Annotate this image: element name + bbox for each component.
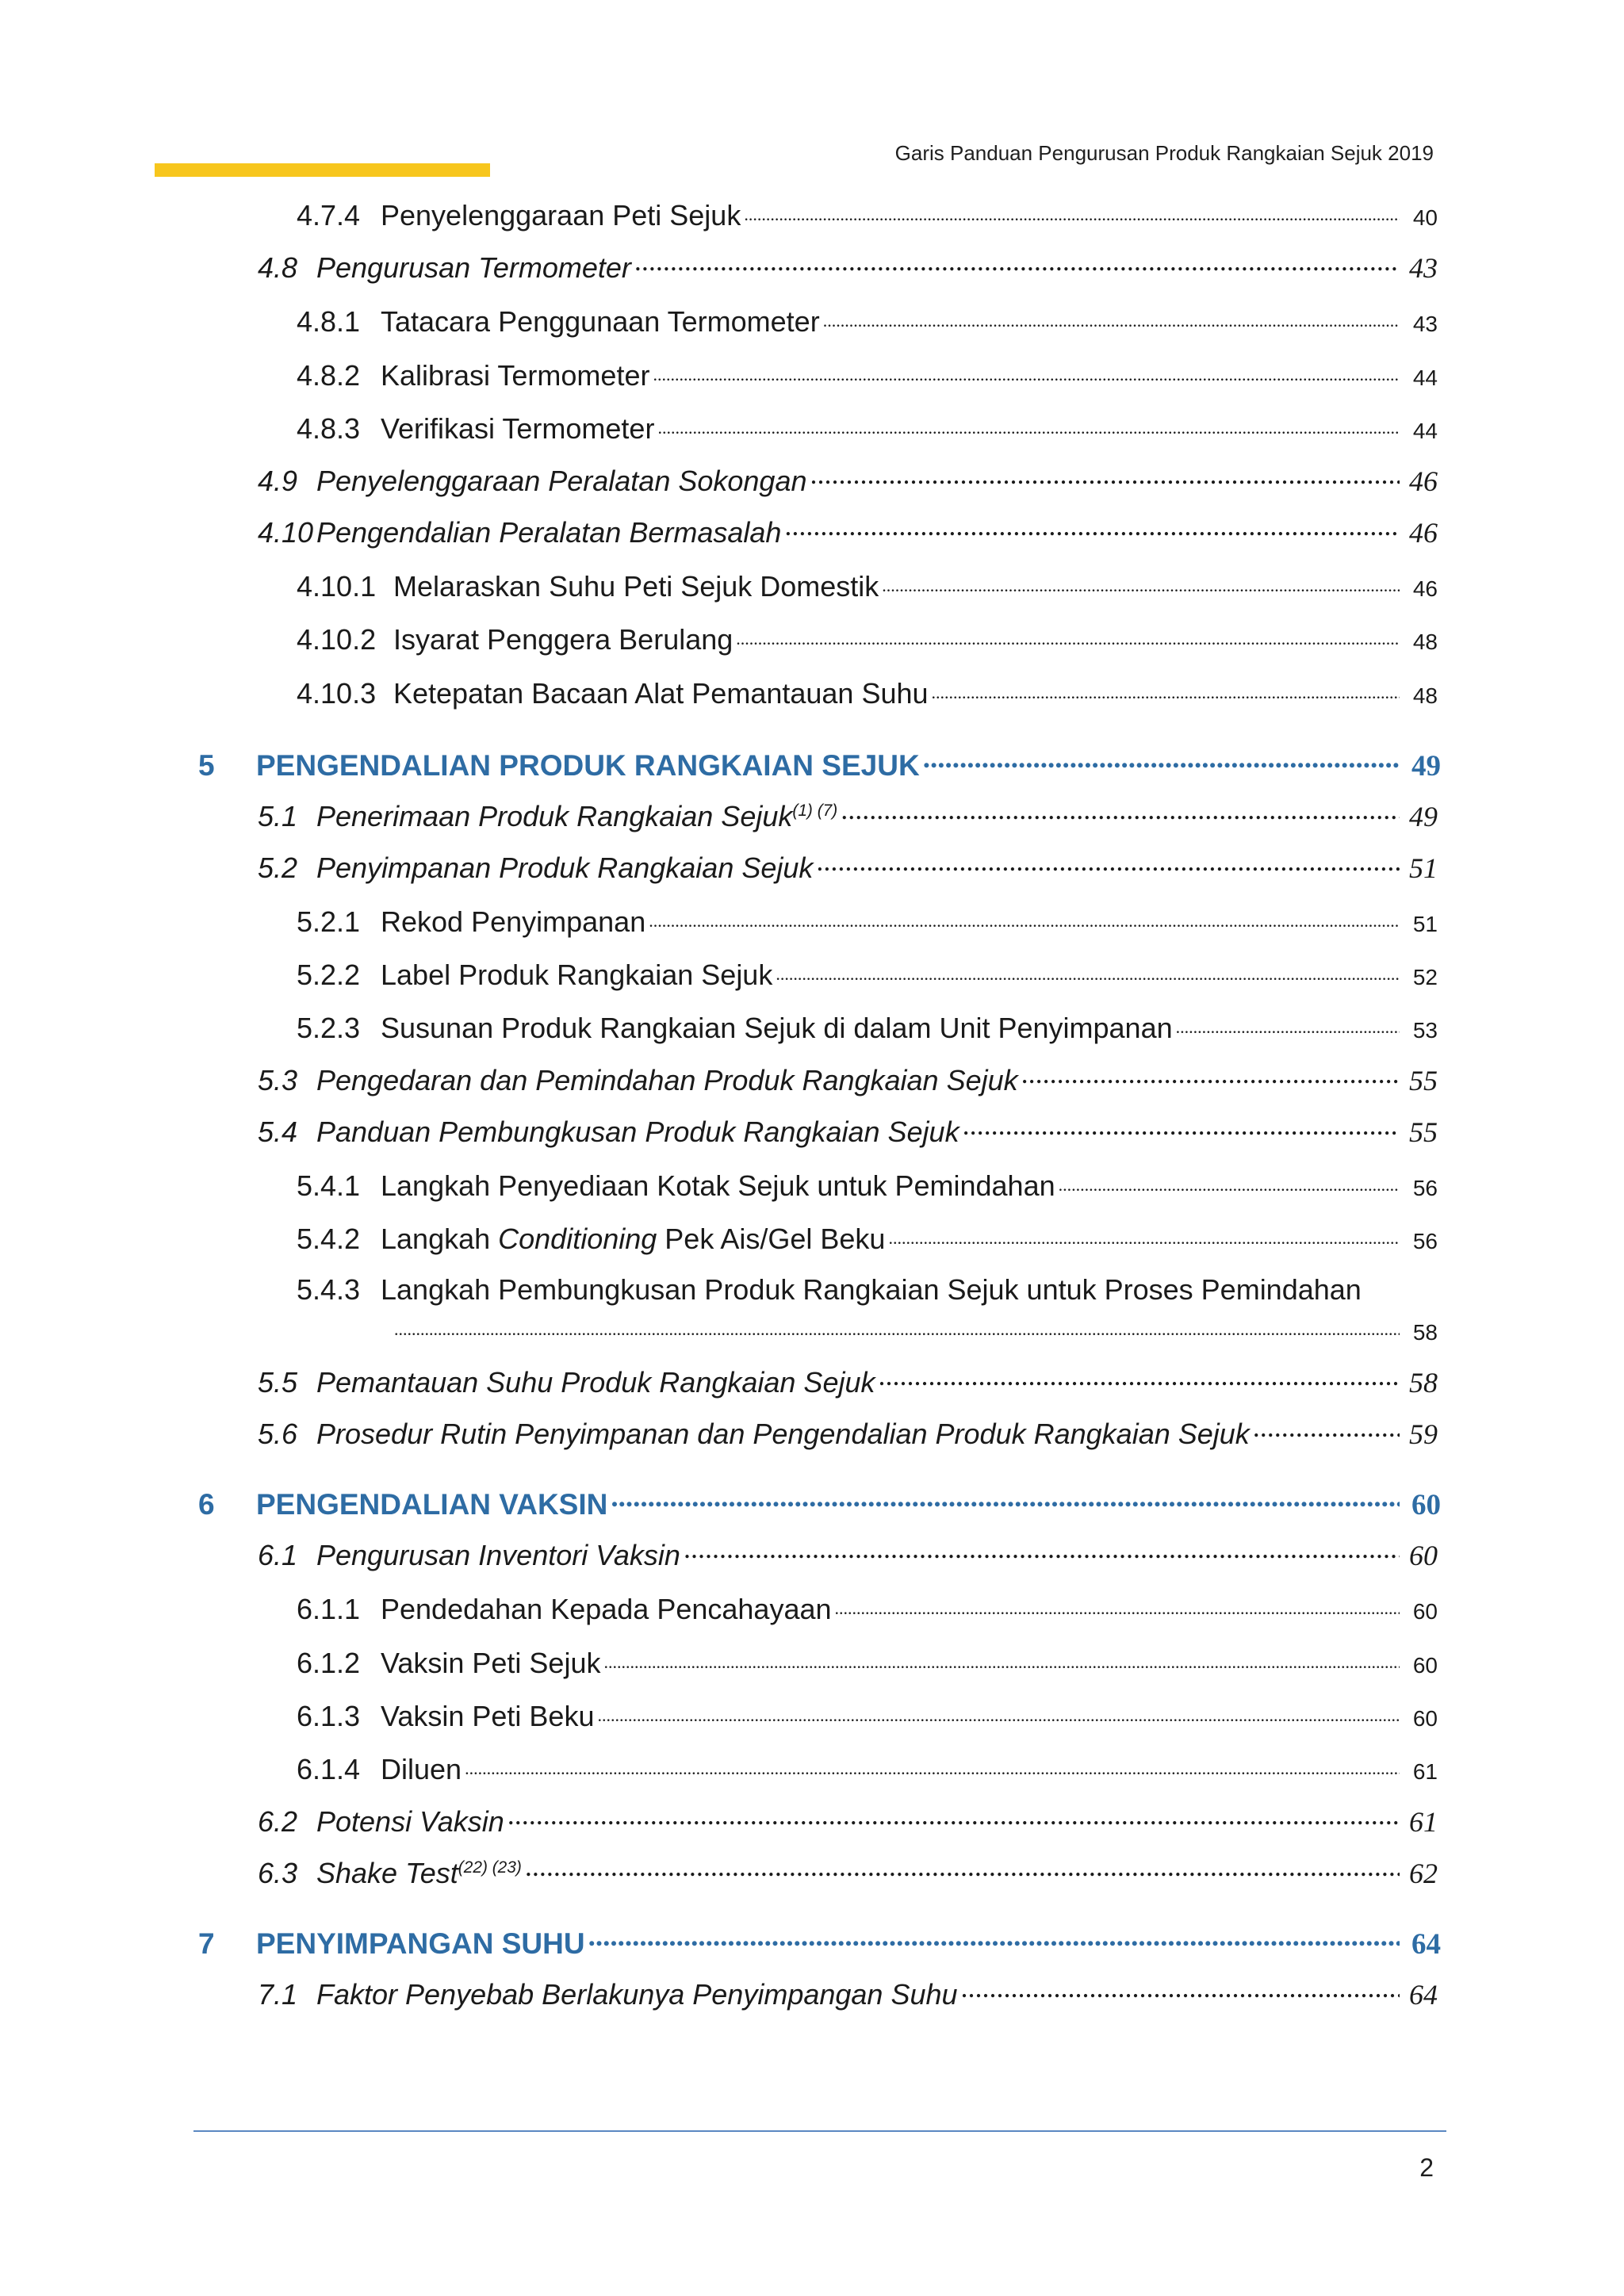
toc-entry[interactable]	[0, 1220, 1624, 1256]
toc-title: Susunan Produk Rangkaian Sejuk di dalam Unit Penyimpanan	[381, 1012, 1173, 1044]
toc-number: 5.1	[258, 800, 298, 832]
toc-number: 7.1	[258, 1978, 298, 2011]
toc-leader	[816, 849, 1400, 878]
toc-entry[interactable]	[0, 1009, 1624, 1045]
toc-page: 58	[1409, 1367, 1438, 1399]
toc-entry-continuation[interactable]	[394, 1311, 1438, 1345]
toc-title: Tatacara Penggunaan Termometer	[381, 305, 820, 338]
toc-entry[interactable]	[0, 1976, 1624, 2011]
toc-entry[interactable]	[0, 462, 1624, 498]
toc-leader	[882, 568, 1400, 596]
toc-page: 51	[1412, 912, 1438, 936]
toc-number: 5.6	[258, 1418, 298, 1450]
toc-superscript: (1) (7)	[792, 802, 838, 820]
toc-leader	[823, 303, 1400, 331]
toc-entry[interactable]	[0, 1751, 1624, 1786]
toc-number: 4.10.1	[297, 570, 377, 603]
toc-leader	[923, 746, 1400, 775]
toc-entry[interactable]	[0, 1364, 1624, 1399]
toc-page: 43	[1409, 252, 1438, 284]
toc-chapter-entry[interactable]	[0, 1485, 1624, 1522]
toc-number: 5.2.2	[297, 959, 361, 991]
toc-page: 49	[1411, 750, 1441, 783]
toc-page: 64	[1409, 1979, 1438, 2011]
toc-leader	[961, 1976, 1400, 2004]
toc-entry[interactable]	[0, 197, 1624, 232]
toc-page: 61	[1412, 1759, 1438, 1784]
toc-page: 49	[1409, 801, 1438, 832]
toc-title: Prosedur Rutin Penyimpanan dan Pengendalian Produk Rangkaian Sejuk	[316, 1418, 1250, 1450]
toc-page: 44	[1412, 419, 1438, 443]
toc-number: 5.3	[258, 1064, 298, 1096]
toc-title: Pengurusan Termometer	[316, 251, 631, 284]
toc-title: Melaraskan Suhu Peti Sejuk Domestik	[393, 570, 879, 603]
toc-title: Penyelenggaraan Peralatan Sokongan	[316, 465, 807, 497]
toc-page: 46	[1409, 465, 1438, 497]
toc-leader	[744, 197, 1400, 225]
toc-page: 52	[1412, 965, 1438, 989]
toc-number: 4.10	[258, 516, 314, 549]
toc-title: Penyelenggaraan Peti Sejuk	[381, 199, 741, 232]
toc-entry[interactable]	[0, 956, 1624, 992]
toc-number: 5.4.1	[297, 1169, 361, 1202]
toc-number: 4.9	[258, 465, 298, 497]
toc-title: Pendedahan Kepada Pencahayaan	[381, 1593, 832, 1625]
toc-page: 59	[1409, 1418, 1438, 1450]
toc-page: 43	[1412, 312, 1438, 336]
toc-title: Pengurusan Inventori Vaksin	[316, 1539, 680, 1571]
toc-number: 5	[198, 749, 215, 782]
toc-leader	[684, 1536, 1400, 1565]
toc-page: 53	[1412, 1018, 1438, 1043]
toc-number: 6.1.1	[297, 1593, 361, 1625]
toc-page: 44	[1412, 365, 1438, 390]
toc-entry[interactable]	[0, 621, 1624, 656]
toc-number: 6.1.3	[297, 1700, 361, 1732]
toc-title: Panduan Pembungkusan Produk Rangkaian Sejuk	[316, 1115, 959, 1148]
toc-page: 60	[1411, 1489, 1441, 1521]
toc-number: 4.7.4	[297, 199, 361, 232]
toc-title: Potensi Vaksin	[316, 1805, 504, 1838]
toc-page: 60	[1412, 1599, 1438, 1624]
toc-number: 5.2	[258, 851, 298, 884]
toc-page: 60	[1412, 1653, 1438, 1678]
toc-leader	[810, 462, 1400, 491]
toc-number: 4.8.1	[297, 305, 361, 338]
toc-number: 4.8.3	[297, 412, 361, 445]
toc-entry[interactable]	[0, 249, 1624, 285]
toc-number: 6.1	[258, 1539, 298, 1571]
toc-leader	[649, 903, 1400, 932]
toc-leader	[603, 1644, 1400, 1673]
toc-number: 6.1.2	[297, 1647, 361, 1679]
toc-entry[interactable]	[0, 357, 1624, 392]
toc-title: Verifikasi Termometer	[381, 412, 655, 445]
toc-entry[interactable]	[0, 514, 1624, 549]
toc-chapter-entry[interactable]	[0, 746, 1624, 783]
toc-page: 56	[1412, 1176, 1438, 1200]
toc-number: 4.8.2	[297, 359, 361, 392]
toc-title: Isyarat Penggera Berulang	[393, 623, 733, 656]
toc-leader	[611, 1485, 1400, 1514]
toc-title: Pengendalian Peralatan Bermasalah	[316, 516, 782, 549]
header-accent-bar	[155, 163, 490, 177]
toc-page: 46	[1412, 576, 1438, 601]
toc-number: 6.2	[258, 1805, 298, 1838]
toc-leader	[1059, 1167, 1400, 1196]
toc-number: 7	[198, 1927, 215, 1960]
toc-page: 40	[1412, 205, 1438, 230]
toc-leader	[1176, 1009, 1400, 1038]
toc-leader	[888, 1220, 1400, 1249]
toc-number: 5.4	[258, 1115, 298, 1148]
toc-title: Label Produk Rangkaian Sejuk	[381, 959, 773, 991]
toc-title: Shake Test$^{(22) (23)}$	[316, 1857, 522, 1889]
toc-title: Diluen	[381, 1753, 462, 1785]
toc-entry[interactable]	[0, 903, 1624, 939]
toc-entry[interactable]	[0, 1644, 1624, 1680]
toc-leader	[776, 956, 1400, 985]
toc-entry[interactable]	[0, 1113, 1624, 1149]
toc-title: Langkah Pembungkusan Produk Rangkaian Sejuk untuk Proses Pemindahan	[381, 1273, 1362, 1306]
toc-number: 6.3	[258, 1857, 298, 1889]
toc-number: 5.2.3	[297, 1012, 361, 1044]
toc-page: 55	[1409, 1065, 1438, 1096]
toc-number: 5.4.2	[297, 1223, 361, 1255]
toc-title: PENYIMPANGAN SUHU	[256, 1927, 585, 1960]
toc-number: 5.5	[258, 1366, 298, 1399]
toc-entry[interactable]	[0, 1415, 1624, 1451]
toc-leader	[878, 1364, 1400, 1392]
toc-title: Faktor Penyebab Berlakunya Penyimpangan Suhu	[316, 1978, 958, 2011]
toc-entry[interactable]	[0, 1062, 1624, 1097]
toc-chapter-entry[interactable]	[0, 1924, 1624, 1961]
toc-entry[interactable]	[0, 1167, 1624, 1203]
toc-page: 64	[1411, 1928, 1441, 1961]
toc-entry[interactable]	[0, 1803, 1624, 1839]
toc-leader	[736, 621, 1400, 649]
toc-number: 5.2.1	[297, 905, 361, 938]
toc-leader	[1253, 1415, 1400, 1444]
toc-page: 48	[1412, 629, 1438, 654]
running-header: Garis Panduan Pengurusan Produk Rangkaian Sejuk 2019	[894, 141, 1434, 165]
toc-entry[interactable]	[0, 303, 1624, 339]
toc-entry[interactable]	[0, 1697, 1624, 1733]
toc-title: Langkah Conditioning Pek Ais/Gel Beku	[381, 1223, 886, 1255]
toc-leader	[657, 410, 1400, 438]
toc-leader	[597, 1697, 1400, 1726]
toc-page: 58	[1412, 1320, 1438, 1345]
toc-title: Vaksin Peti Beku	[381, 1700, 595, 1732]
toc-title: PENGENDALIAN VAKSIN	[256, 1488, 608, 1521]
page-number: 2	[1419, 2153, 1434, 2182]
toc-page: 48	[1412, 683, 1438, 708]
toc-leader	[634, 249, 1400, 277]
toc-page: 60	[1412, 1706, 1438, 1731]
toc-entry[interactable]	[0, 410, 1624, 446]
toc-leader	[508, 1803, 1400, 1831]
toc-number: 4.10.2	[297, 623, 377, 656]
toc-entry[interactable]	[0, 568, 1624, 603]
toc-entry[interactable]	[0, 1273, 1624, 1307]
toc-title: Pemantauan Suhu Produk Rangkaian Sejuk	[316, 1366, 875, 1399]
toc-page: 60	[1409, 1540, 1438, 1571]
toc-leader	[784, 514, 1400, 542]
toc-page: 46	[1409, 517, 1438, 549]
toc-title: Langkah Penyediaan Kotak Sejuk untuk Pemindahan	[381, 1169, 1055, 1202]
toc-page: 51	[1409, 852, 1438, 884]
toc-leader	[963, 1113, 1400, 1142]
toc-leader	[835, 1590, 1400, 1619]
toc-page: 61	[1409, 1806, 1438, 1838]
toc-entry[interactable]	[0, 1590, 1624, 1626]
toc-number: 6.1.4	[297, 1753, 361, 1785]
toc-leader	[525, 1854, 1400, 1883]
toc-leader	[1021, 1062, 1400, 1090]
toc-leader	[932, 675, 1400, 703]
toc-title: PENGENDALIAN PRODUK RANGKAIAN SEJUK	[256, 749, 920, 782]
toc-page: 62	[1409, 1858, 1438, 1889]
toc-title: Pengedaran dan Pemindahan Produk Rangkaian Sejuk	[316, 1064, 1018, 1096]
toc-number: 5.4.3	[297, 1273, 361, 1306]
toc-title: Penyimpanan Produk Rangkaian Sejuk	[316, 851, 814, 884]
toc-leader	[465, 1751, 1400, 1779]
toc-title: Rekod Penyimpanan	[381, 905, 646, 938]
toc-title: Penerimaan Produk Rangkaian Sejuk$^{(1) (7)}$	[316, 800, 838, 832]
toc-title: Kalibrasi Termometer	[381, 359, 650, 392]
toc-title: Vaksin Peti Sejuk	[381, 1647, 601, 1679]
toc-leader	[841, 798, 1400, 826]
toc-page: 55	[1409, 1116, 1438, 1148]
toc-superscript: (22) (23)	[458, 1858, 522, 1877]
toc-entry[interactable]	[0, 1854, 1624, 1890]
footer-rule	[193, 2130, 1446, 2132]
toc-leader	[653, 357, 1400, 385]
toc-page: 56	[1412, 1229, 1438, 1253]
toc-leader	[588, 1924, 1400, 1954]
toc-title: Ketepatan Bacaan Alat Pemantauan Suhu	[393, 677, 929, 710]
toc-number: 4.10.3	[297, 677, 377, 710]
toc-number: 4.8	[258, 251, 298, 284]
toc-entry[interactable]	[0, 798, 1624, 833]
toc-number: 6	[198, 1488, 215, 1521]
toc-entry[interactable]	[0, 1536, 1624, 1572]
toc-entry[interactable]	[0, 675, 1624, 710]
toc-leader	[394, 1311, 1400, 1340]
toc-entry[interactable]	[0, 849, 1624, 885]
